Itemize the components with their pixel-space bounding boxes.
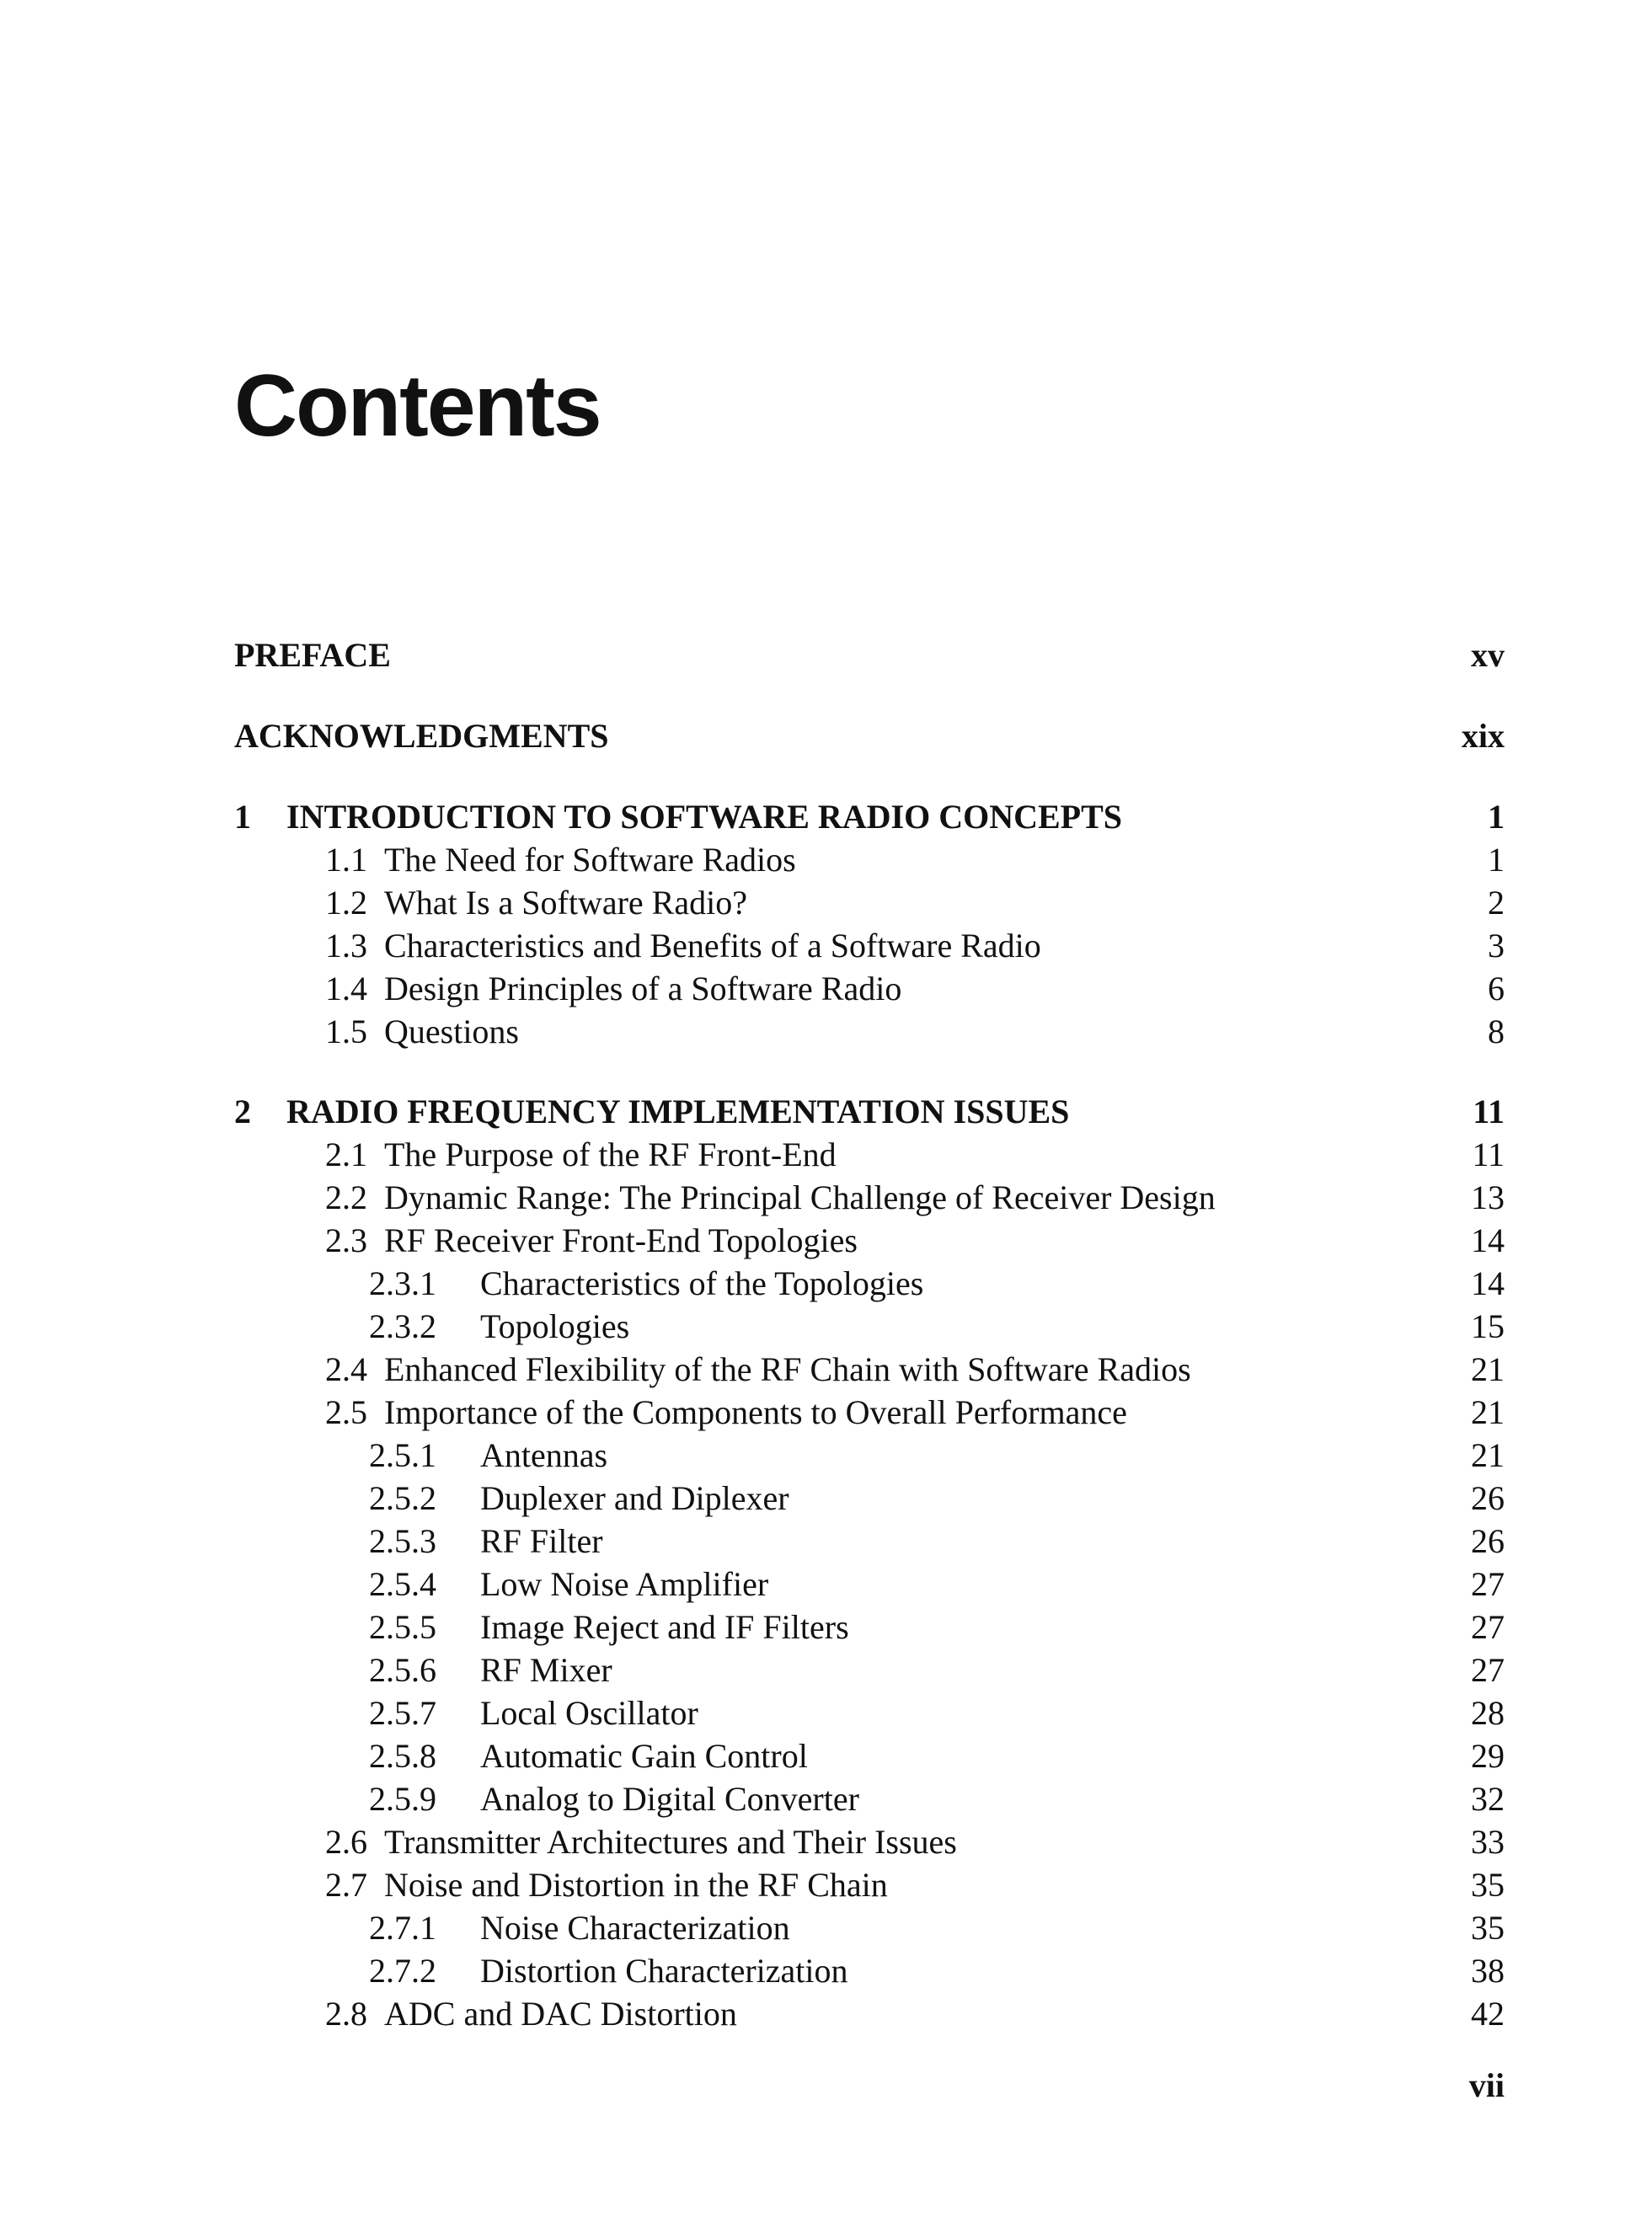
toc-page-number: 21 [1471, 1436, 1505, 1474]
toc-entry-title: Local Oscillator [480, 1694, 698, 1732]
toc-subsection[interactable] [234, 1477, 1505, 1520]
toc-section[interactable] [234, 881, 1505, 924]
toc-entry-title: Transmitter Architectures and Their Issues [384, 1823, 957, 1861]
toc-entry-number: 1.1 [325, 841, 367, 879]
toc-entry-title: Enhanced Flexibility of the RF Chain with Software Radios [384, 1350, 1191, 1388]
toc-subsection[interactable] [234, 1305, 1505, 1348]
toc-section[interactable] [234, 1133, 1505, 1176]
toc-page-number: 27 [1471, 1651, 1505, 1689]
toc-entry-number: 2.2 [325, 1178, 367, 1216]
toc-entry-title: Low Noise Amplifier [480, 1565, 769, 1603]
toc-entry-number: 2.5.7 [369, 1694, 436, 1732]
toc-entry-acknowledgments[interactable] [234, 714, 1505, 757]
page-title: Contents [234, 357, 601, 455]
toc-entry-title: Design Principles of a Software Radio [384, 970, 902, 1007]
toc-entry-title: Topologies [480, 1307, 630, 1345]
toc-page-number: 27 [1471, 1608, 1505, 1646]
toc-page-number: xix [1461, 717, 1505, 755]
toc-page-number: 8 [1488, 1013, 1505, 1050]
toc-page-number: 27 [1471, 1565, 1505, 1603]
toc-entry-number: 2.3.2 [369, 1307, 436, 1345]
toc-entry-label: PREFACE [234, 636, 391, 674]
toc-entry-title: Analog to Digital Converter [480, 1780, 859, 1818]
toc-page-number: 28 [1471, 1694, 1505, 1732]
toc-page-number: 35 [1471, 1866, 1505, 1904]
toc-entry-number: 2.6 [325, 1823, 367, 1861]
toc-page-number: 15 [1471, 1307, 1505, 1345]
toc-section[interactable] [234, 1348, 1505, 1391]
toc-page-number: 1 [1488, 798, 1505, 836]
toc-page-number: 42 [1471, 1995, 1505, 2033]
toc-entry-title: Characteristics of the Topologies [480, 1264, 924, 1302]
toc-entry-number: 2.5.4 [369, 1565, 436, 1603]
toc-subsection[interactable] [234, 1734, 1505, 1777]
toc-page-number: 35 [1471, 1909, 1505, 1947]
toc-chapter-number: 1 [234, 798, 251, 836]
toc-chapter-2[interactable] [234, 1090, 1505, 1133]
toc-entry-title: Questions [384, 1013, 519, 1050]
toc-chapter-number: 2 [234, 1093, 251, 1130]
toc-entry-number: 2.5.6 [369, 1651, 436, 1689]
toc-subsection[interactable] [234, 1262, 1505, 1305]
toc-subsection[interactable] [234, 1520, 1505, 1563]
toc-section[interactable] [234, 1992, 1505, 2035]
toc-entry-title: The Purpose of the RF Front-End [384, 1136, 837, 1173]
toc-subsection[interactable] [234, 1606, 1505, 1649]
toc-subsection[interactable] [234, 1906, 1505, 1949]
toc-page-number: 14 [1471, 1221, 1505, 1259]
toc-page-number: 13 [1471, 1178, 1505, 1216]
toc-entry-number: 2.5.8 [369, 1737, 436, 1775]
toc-chapter-1[interactable] [234, 795, 1505, 838]
toc-entry-preface[interactable] [234, 633, 1505, 676]
toc-page-number: 21 [1471, 1350, 1505, 1388]
toc-entry-title: ADC and DAC Distortion [384, 1995, 737, 2033]
toc-entry-title: The Need for Software Radios [384, 841, 796, 879]
toc-page-number: 14 [1471, 1264, 1505, 1302]
toc-subsection[interactable] [234, 1649, 1505, 1691]
page-folio: vii [1468, 2066, 1505, 2104]
toc-page-number: 38 [1471, 1952, 1505, 1990]
chapter-block [234, 795, 1505, 1053]
toc-page-number: 2 [1488, 884, 1505, 922]
toc-page-number: 26 [1471, 1522, 1505, 1560]
toc-entry-number: 2.5 [325, 1393, 367, 1431]
toc-entry-number: 2.5.3 [369, 1522, 436, 1560]
toc-entry-title: Dynamic Range: The Principal Challenge of Receiver Design [384, 1178, 1216, 1216]
toc-entry-title: Duplexer and Diplexer [480, 1479, 789, 1517]
toc-page-number: 3 [1488, 927, 1505, 965]
toc-chapter-title: RADIO FREQUENCY IMPLEMENTATION ISSUES [286, 1093, 1070, 1130]
toc-entry-number: 2.3 [325, 1221, 367, 1259]
toc-entry-number: 2.5.5 [369, 1608, 436, 1646]
toc-section[interactable] [234, 1863, 1505, 1906]
toc-entry-number: 2.7.2 [369, 1952, 436, 1990]
toc-subsection[interactable] [234, 1434, 1505, 1477]
toc-section[interactable] [234, 1010, 1505, 1053]
toc-page-number: 21 [1471, 1393, 1505, 1431]
toc-entry-title: RF Receiver Front-End Topologies [384, 1221, 858, 1259]
toc-page-number: 33 [1471, 1823, 1505, 1861]
toc-entry-number: 2.7.1 [369, 1909, 436, 1947]
toc-entry-number: 2.8 [325, 1995, 367, 2033]
toc-page-number: 32 [1471, 1780, 1505, 1818]
toc-entry-title: Noise Characterization [480, 1909, 790, 1947]
toc-page-number: 11 [1473, 1093, 1505, 1130]
toc-page-number: 26 [1471, 1479, 1505, 1517]
toc-entry-title: Characteristics and Benefits of a Software Radio [384, 927, 1041, 965]
toc-entry-title: Automatic Gain Control [480, 1737, 808, 1775]
toc-entry-title: Image Reject and IF Filters [480, 1608, 849, 1646]
toc-entry-number: 2.3.1 [369, 1264, 436, 1302]
toc-section[interactable] [234, 924, 1505, 967]
toc-entry-title: RF Mixer [480, 1651, 612, 1689]
toc-entry-number: 1.5 [325, 1013, 367, 1050]
toc-entry-number: 2.1 [325, 1136, 367, 1173]
toc-page-number: 29 [1471, 1737, 1505, 1775]
toc-entry-number: 2.5.9 [369, 1780, 436, 1818]
toc-page-number: 6 [1488, 970, 1505, 1007]
toc-entry-title: RF Filter [480, 1522, 603, 1560]
toc-entry-title: Distortion Characterization [480, 1952, 848, 1990]
toc-subsection[interactable] [234, 1563, 1505, 1606]
toc-page-number: 11 [1472, 1136, 1505, 1173]
toc-section[interactable] [234, 1176, 1505, 1219]
toc-subsection[interactable] [234, 1777, 1505, 1820]
toc-entry-number: 2.5.1 [369, 1436, 436, 1474]
toc-entry-title: What Is a Software Radio? [384, 884, 747, 922]
toc-section[interactable] [234, 1820, 1505, 1863]
toc-entry-number: 2.7 [325, 1866, 367, 1904]
table-of-contents [234, 633, 1505, 2072]
toc-subsection[interactable] [234, 1691, 1505, 1734]
chapter-block [234, 1090, 1505, 2035]
toc-entry-title: Noise and Distortion in the RF Chain [384, 1866, 888, 1904]
toc-section[interactable] [234, 1219, 1505, 1262]
toc-entry-number: 1.2 [325, 884, 367, 922]
toc-entry-number: 2.5.2 [369, 1479, 436, 1517]
toc-subsection[interactable] [234, 1949, 1505, 1992]
toc-page-number: 1 [1488, 841, 1505, 879]
toc-entry-label: ACKNOWLEDGMENTS [234, 717, 609, 755]
toc-entry-number: 2.4 [325, 1350, 367, 1388]
toc-entry-number: 1.3 [325, 927, 367, 965]
toc-entry-title: Antennas [480, 1436, 608, 1474]
toc-entry-number: 1.4 [325, 970, 367, 1007]
chapter-list [234, 795, 1505, 2035]
toc-entry-title: Importance of the Components to Overall Performance [384, 1393, 1127, 1431]
toc-section[interactable] [234, 1391, 1505, 1434]
toc-section[interactable] [234, 967, 1505, 1010]
toc-page-number: xv [1471, 636, 1505, 674]
toc-chapter-title: INTRODUCTION TO SOFTWARE RADIO CONCEPTS [286, 798, 1123, 836]
toc-section[interactable] [234, 838, 1505, 881]
